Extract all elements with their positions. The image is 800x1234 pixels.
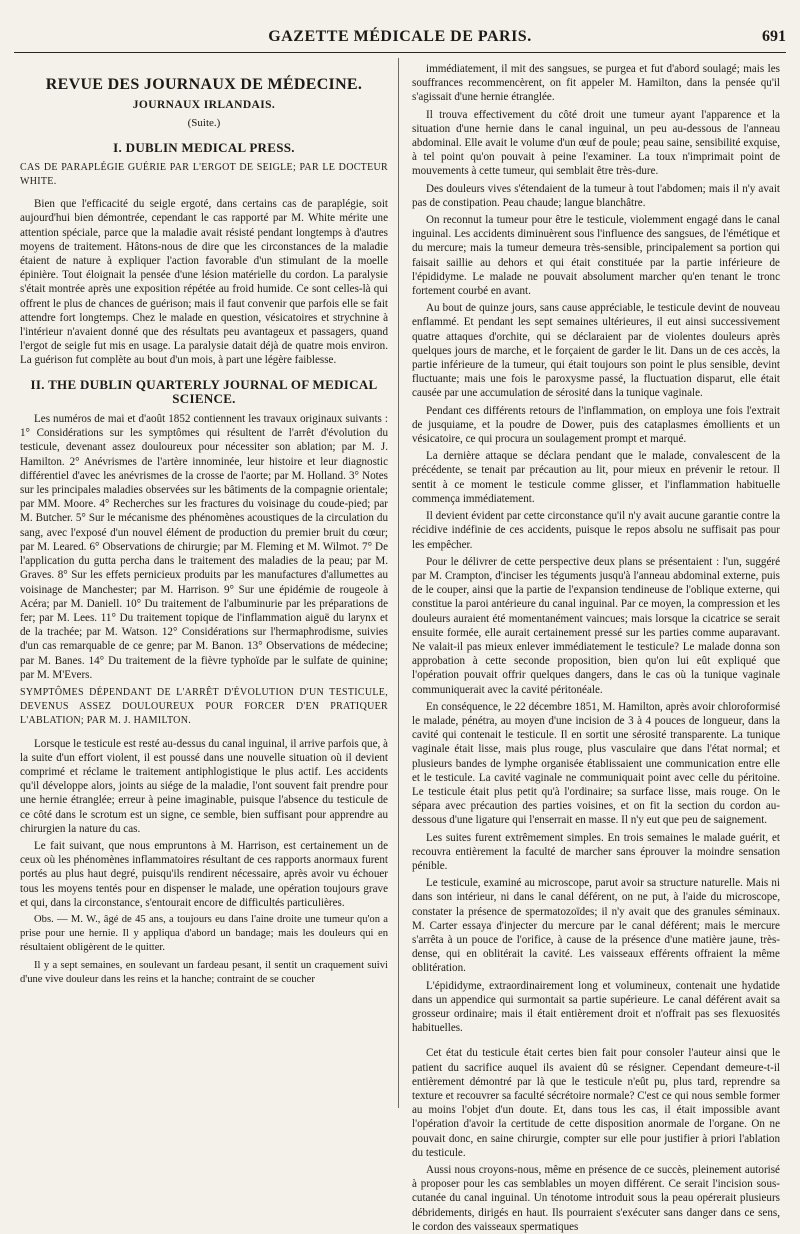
paragraph: Les suites furent extrêmement simples. En trois semaines le malade guérit, et recouvra entièrement la faculté de marcher sans éprouver la moindre sensation pénible.: [412, 831, 780, 872]
paragraph: Pendant ces différents retours de l'inflammation, on employa une fois l'extrait de jusquiame, et la poudre de Dower, puis des cataplasmes émollients et un vésicatoire, ce qui procura un soulagement prompt et marqué.: [412, 404, 780, 446]
journal-group-title: JOURNAUX IRLANDAIS.: [132, 99, 276, 112]
section-title-1: I. DUBLIN MEDICAL PRESS.: [113, 139, 295, 155]
paragraph: La dernière attaque se déclara pendant que le malade, convalescent de la précédente, se tenait par précaution au lit, pour mieux en prévenir le retour. Il sentit à ce moment le testicule comme glisser, et l'inflammation habituelle commença immédiatement.: [412, 450, 780, 505]
paragraph: Au bout de quinze jours, sans cause appréciable, le testicule devint de nouveau enflammé. Et pendant les sept semaines ultérieures, il eut ainsi successivement quatre attaques d'orchite, qui se déclaraient par de violentes douleurs après quelques jours de marche, et le forçaient de garder le lit. Dans un de ces accès, la partie inférieure de la tumeur, qui était toujours son point le plus sensible, devint fluctuante; mais une fois le paroxysme passé, la fluctuation disparut, elle était causée par une accumulation de sérosité dans la tunique vaginale.: [412, 302, 780, 400]
section-title-2: II. THE DUBLIN QUARTERLY JOURNAL OF MEDICAL SCIENCE.: [30, 376, 378, 406]
review-title: REVUE DES JOURNAUX DE MÉDECINE.: [45, 76, 363, 93]
spacer: [412, 1038, 780, 1046]
paragraph: Bien que l'efficacité du seigle ergoté, dans certains cas de paraplégie, soit aujourd'hui bien démontrée, cependant le cas rapporté par M. White mérite une attention spéciale, parce que la maladie avait résisté pendant longtemps à d'autres moyens de traitement. Hâtons-nous de dire que les circonstances de la maladie étaient de nature à expliquer l'action favorable d'un stimulant de la moelle épinière. Tout éloignait la pensée d'une lésion matérielle du cordon. La paralysie s'était montrée après une exposition répétée au froid humide. Ce sont celles-là qui offrent le plus de chances de guérison; mais il faut convenir que parfois elle se fait attendre fort longtemps. Chez le malade en question, vésicatoires et strychnine à l'intérieur n'avaient donné que des résultats peu avantageux et passagers, quand l'ergot de seigle fut mis en usage. La paralysie datait déjà de quatre mois environ. La guérison fut complète au bout d'un mois, à part une légère faiblesse.: [20, 198, 388, 367]
paragraph: L'épididyme, extraordinairement long et volumineux, contenait une hydatide dans un appendice qui surmontait sa partie supérieure. Le canal déférent avait sa grosseur ordinaire; mais il était entièrement droit et n'offrait pas ses flexuosités habituelles.: [412, 979, 780, 1035]
paragraph: Il devient évident par cette circonstance qu'il n'y avait aucune garantie contre la récidive indéfinie de ces accidents, puisque le repos absolu ne suffisait pas pour les empêcher.: [412, 510, 780, 551]
paragraph: Il trouva effectivement du côté droit une tumeur ayant l'apparence et la situation d'une hernie dans le canal inguinal, un peu au-dessous de l'anneau abdominal. Elle avait le volume d'un œuf de poule; peau saine, sensibilité exquise, à tel point qu'on pouvait à peine l'examiner. La toux n'imprimait point de mouvements à cette tumeur, qui semblait être très-dure.: [412, 108, 780, 178]
paragraph: On reconnut la tumeur pour être le testicule, violemment engagé dans le canal inguinal. Les accidents diminuèrent sous l'influence des sangsues, de l'émétique et du mercure; mais la tumeur demeura très-sensible, principalement sa portion qui faisait saillie au dehors et qui était constituée par la partie inférieure de l'épididyme. Le malade ne pouvait absolument marcher qu'en tenant le tronc fortement courbé en avant.: [412, 214, 780, 298]
article-heading-2: SYMPTÔMES DÉPENDANT DE L'ARRÊT D'ÉVOLUTION D'UN TESTICULE, DEVENUS ASSEZ DOULOUREUX POUR FORCER D'EN PRATIQUER L'ABLATION; PAR M. J. HAMILTON.: [20, 686, 388, 727]
paragraph: Il y a sept semaines, en soulevant un fardeau pesant, il sentit un craquement suivi d'une vive douleur dans les reins et la hanche; contraint de se coucher: [20, 959, 388, 985]
paragraph: Obs. — M. W., âgé de 45 ans, a toujours eu dans l'aine droite une tumeur qu'on a prise pour une hernie. Il y appliqua d'abord un bandage; mais les douleurs qui en résultaient obligèrent de le quitter.: [20, 913, 388, 954]
left-column: [20, 62, 388, 1104]
paragraph: Cet état du testicule était certes bien fait pour consoler l'auteur ainsi que le patient du sacrifice auquel ils avaient dû se résigner. Cependant demeure-t-il entièrement démontré par là que le testicule n'eût pu, plus tard, reprendre sa texture et recouvrer sa faculté sécrétoire normale? C'est ce qui nous semble former au moins l'objet d'un doute. Et, dans tous les cas, il était impossible avant l'opération d'avoir la certitude de cette disposition anormale de l'organe. On ne pouvait donc, en saine chirurgie, compter sur elle pour justifier à priori l'ablation du testicule.: [412, 1047, 780, 1159]
paragraph: Lorsque le testicule est resté au-dessus du canal inguinal, il arrive parfois que, à la suite d'un effort violent, il est poussé dans une nouvelle situation où il devient comprimé et réclame le traitement antiphlogistique le plus actif. Les accidents qu'il développe alors, joints au siége de la maladie, l'ont souvent fait prendre pour une hernie étranglée; erreur à peine imaginable, puisque l'absence du testicule de ce côté dans le scrotum est un signe, ce semble, bien suffisant pour apprendre au chirurgien la nature du cas.: [20, 737, 388, 835]
page-number: 691: [762, 28, 786, 45]
paragraph: Les numéros de mai et d'août 1852 contiennent les travaux originaux suivants : 1° Considérations sur les symptômes qui résultent de l'arrêt d'évolution du testicule, devenant assez douloureux pour nécessiter son ablation; par M. J. Hamilton. 2° Anévrismes de l'artère innominée, leur histoire et leur diagnostic différentiel d'avec les anévrismes de la crosse de l'aorte; par M. Holland. 3° Notes sur les principales maladies observées sur les bâtiments de la compagnie orientale; par MM. Moore. 4° Recherches sur les fractures du voisinage du coude-pied; par M. Butcher. 5° Sur le mécanisme des phénomènes acoustiques de la circulation du sang, avec l'exposé d'un nouvel élément de production du premier bruit du cœur; par M. Leared. 6° Observations de chirurgie; par M. Fleming et M. Wilmot. 7° De l'application du gutta percha dans le traitement des maladies de la peau; par M. Graves. 8° Sur les effets pernicieux produits par les manufactures d'allumettes au voisinage de Manchester; par M. Harrison. 9° Sur une épidémie de rougeole à Acéra; par M. Daniell. 10° Du traitement de l'albuminurie par les préparations de fer; par M. Lees. 11° Du traitement topique de l'inflammation aiguë du larynx et de la trachée; par M. Watson. 12° Considérations sur l'hermaphrodisme, suivies d'un cas remarquable de ce genre; par M. Banon. 13° Observations de médecine; par M. Banes. 14° Du traitement de la fièvre typhoïde par le sulfate de quinine; par M. M'Evers.: [20, 413, 388, 681]
paragraph: immédiatement, il mit des sangsues, se purgea et fut d'abord soulagé; mais les souffrances recommencèrent, on fit appeler M. Hamilton, dans la pensée qu'il s'agissait d'une hernie étranglée.: [412, 63, 780, 104]
running-head: GAZETTE MÉDICALE DE PARIS.: [268, 28, 532, 45]
article-heading-1: CAS DE PARAPLÉGIE GUÉRIE PAR L'ERGOT DE SEIGLE; PAR LE DOCTEUR WHITE.: [20, 161, 388, 188]
paragraph: Des douleurs vives s'étendaient de la tumeur à tout l'abdomen; mais il n'y avait pas de constipation. Peau chaude; langue blanchâtre.: [412, 182, 780, 209]
continuation-note: (Suite.): [187, 117, 221, 130]
column-divider: [398, 58, 399, 1108]
paragraph: Pour le délivrer de cette perspective deux plans se présentaient : l'un, suggéré par M. Crampton, d'inciser les téguments jusqu'à l'anneau abdominal externe, puis de le couper, ainsi que la partie de l'expansion tendineuse de l'oblique externe, qui constitue la paroi antérieure du canal inguinal. Par ce moyen, la compression et les douleurs auraient été momentanément vaincues; mais lorsque la cicatrice se serait ensuite formée, elle aurait certainement pressé sur les parties comme auparavant. Ne valait-il pas mieux enlever immédiatement le testicule? Le malade donna son approbation à cette seconde proposition, bien qu'on lui eût expliqué que l'opération pouvait offrir quelques dangers, dans le cas où la tunique vaginale communiquerait avec la cavité péritonéale.: [412, 555, 780, 696]
paragraph: En conséquence, le 22 décembre 1851, M. Hamilton, après avoir chloroformisé le malade, pénétra, au moyen d'une incision de 3 à 4 pouces de longueur, dans la cavité qui contenait le testicule. Il en sortit une sérosité transparente. La tunique vaginale était lisse, mais plus rouge, plus vasculaire que dans l'état normal; et plusieurs bandes de lymphe organisée établissaient une communication entre elle et le testicule. La cavité vaginale ne communiquait point avec celle du péritoine. Le testicule était plus petit qu'à l'ordinaire; sa surface lisse, mais rouge. On le sépara avec précaution des parties voisines, et on fit la section du cordon au-dessous d'une ligature qui l'enserrait en masse. Il n'y eut que peu de saignement.: [412, 700, 780, 827]
paragraph: Le fait suivant, que nous empruntons à M. Harrison, est certainement un de ceux où les phénomènes inflammatoires résultant de ces rapports anormaux furent portés au plus haut degré, puisqu'ils rendirent nécessaire, après avoir vu échouer tous les moyens tentés pour en dispenser le malade, une opération toujours grave et qui, dans la circonstance, s'entourait encore de difficultés particulières.: [20, 839, 388, 909]
paragraph: Aussi nous croyons-nous, même en présence de ce succès, pleinement autorisé à proposer pour les cas semblables un moyen différent. Ce serait l'incision sous-cutanée du canal inguinal. Un ténotome introduit sous la peau opérerait plusieurs débridements, dirigés en haut. Ils pourraient s'exécuter sans danger dans ce sens, le cordon des vaisseaux spermatiques: [412, 1164, 780, 1233]
page-header: [14, 26, 786, 53]
right-column: [412, 62, 780, 1233]
paragraph: Le testicule, examiné au microscope, parut avoir sa structure naturelle. Mais ni dans son intérieur, ni dans le canal déférent, on ne put, à l'aide du microscope, constater la présence de spermatozoïdes; il n'y avait que des granules séminaux. M. Carter essaya d'injecter du mercure par le canal déférent; mais le mercure s'arrêta à un pouce de l'orifice, à cause de la présence d'une matière jaune, très-dense, qui en oblitérait la cavité. Les vaisseaux efférents offraient la même oblitération.: [412, 877, 780, 975]
